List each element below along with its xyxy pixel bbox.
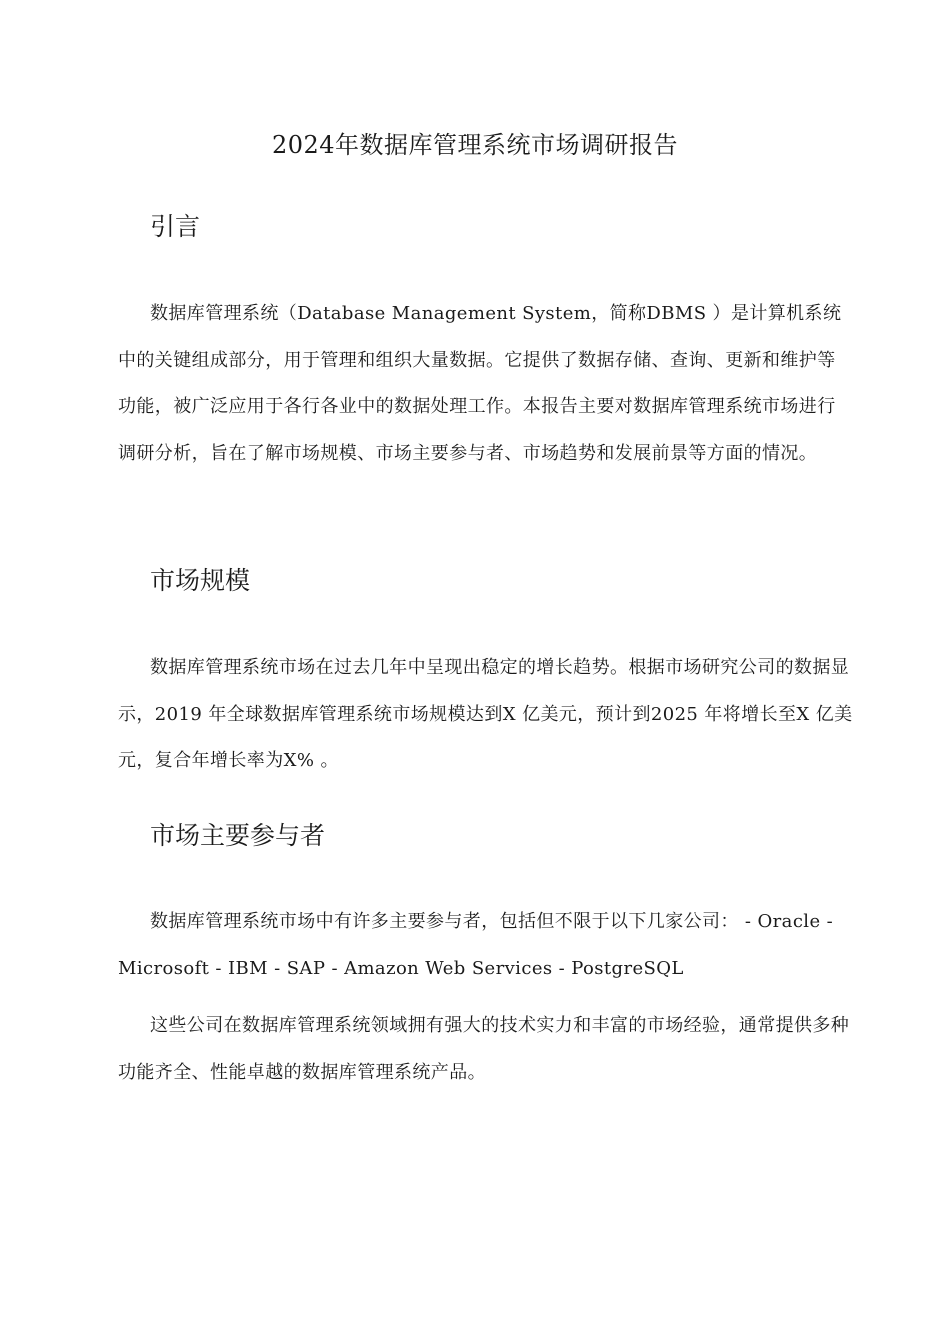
section-heading-market-size: 市场规模 bbox=[150, 566, 251, 595]
paragraph-market-size: 数据库管理系统市场在过去几年中呈现出稳定的增长趋势。根据市场研究公司的数据显示，2019 年全球数据库管理系统市场规模达到X 亿美元，预计到2025 年将增长至X 亿美元，复合年增长率为X% 。 bbox=[118, 657, 853, 771]
document-title: 2024年数据库管理系统市场调研报告 bbox=[271, 131, 679, 159]
paragraph-intro: 数据库管理系统（Database Management System，简称DBMS ）是计算机系统中的关键组成部分，用于管理和组织大量数据。它提供了数据存储、查询、更新和维护等功能，被广泛应用于各行各业中的数据处理工作。本报告主要对数据库管理系统市场进行调研分析，旨在了解市场规模、市场主要参与者、市场趋势和发展前景等方面的情况。 bbox=[118, 303, 842, 464]
section-heading-market-players: 市场主要参与者 bbox=[150, 821, 326, 850]
paragraph-market-players-summary: 这些公司在数据库管理系统领域拥有强大的技术实力和丰富的市场经验，通常提供多种功能齐全、性能卓越的数据库管理系统产品。 bbox=[118, 1015, 850, 1083]
section-heading-intro: 引言 bbox=[150, 212, 201, 241]
paragraph-market-players-list: 数据库管理系统市场中有许多主要参与者，包括但不限于以下几家公司： - Oracle - Microsoft - IBM - SAP - Amazon Web Services - PostgreSQL bbox=[118, 911, 834, 979]
